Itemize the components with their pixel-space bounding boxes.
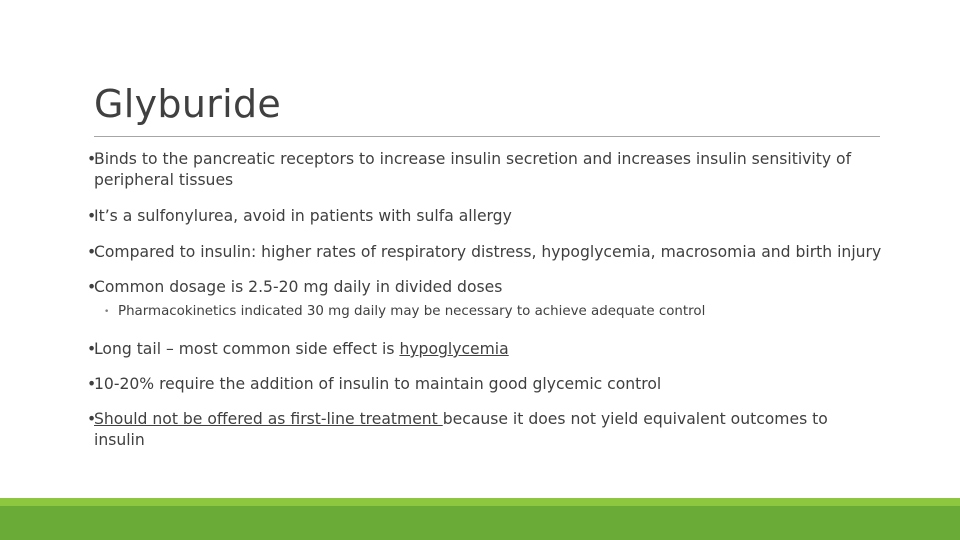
- bullet-dot-icon: •: [87, 278, 97, 296]
- bullet-dot-icon: •: [87, 375, 97, 393]
- bullet-item: [87, 242, 927, 263]
- bullet-item: [87, 339, 887, 360]
- bullet-text: 10-20% require the addition of insulin to maintain good glycemic control: [94, 375, 662, 393]
- bullet-text-underlined: Should not be offered as first-line treatment: [94, 410, 443, 428]
- bullet-dot-icon: •: [87, 150, 97, 168]
- bullet-dot-icon: •: [87, 243, 97, 261]
- bullet-item: [87, 277, 887, 298]
- bullet-dot-icon: •: [87, 207, 97, 225]
- bullet-text-plain: Long tail – most common side effect is: [94, 340, 400, 358]
- footer-accent-bar: [0, 498, 960, 506]
- bullet-dot-icon: •: [87, 340, 97, 358]
- slide-title: Glyburide: [94, 82, 282, 126]
- sub-bullet-dot-icon: •: [104, 307, 110, 317]
- bullet-text: Binds to the pancreatic receptors to increase insulin secretion and increases insulin sensitivity of peripheral tissues: [94, 150, 852, 189]
- title-divider: [94, 136, 880, 137]
- bullet-text: Common dosage is 2.5-20 mg daily in divided doses: [94, 278, 503, 296]
- bullet-dot-icon: •: [87, 410, 97, 428]
- bullet-item: [87, 206, 887, 227]
- bullet-text: It’s a sulfonylurea, avoid in patients with sulfa allergy: [94, 207, 512, 225]
- bullet-item: [87, 149, 887, 191]
- footer-bar: [0, 506, 960, 540]
- bullet-text: [87, 409, 877, 451]
- bullet-text: Compared to insulin: higher rates of respiratory distress, hypoglycemia, macrosomia and birth injury: [94, 243, 882, 261]
- sub-bullet-item: [104, 303, 864, 321]
- bullet-item: [87, 374, 887, 395]
- sub-bullet-text: Pharmacokinetics indicated 30 mg daily may be necessary to achieve adequate control: [118, 304, 706, 319]
- bullet-text-plain: because it does not yield equivalent outcomes to insulin: [94, 410, 828, 449]
- bullet-text: [87, 339, 887, 360]
- bullet-item: [87, 409, 877, 451]
- bullet-text-underlined: hypoglycemia: [399, 340, 509, 358]
